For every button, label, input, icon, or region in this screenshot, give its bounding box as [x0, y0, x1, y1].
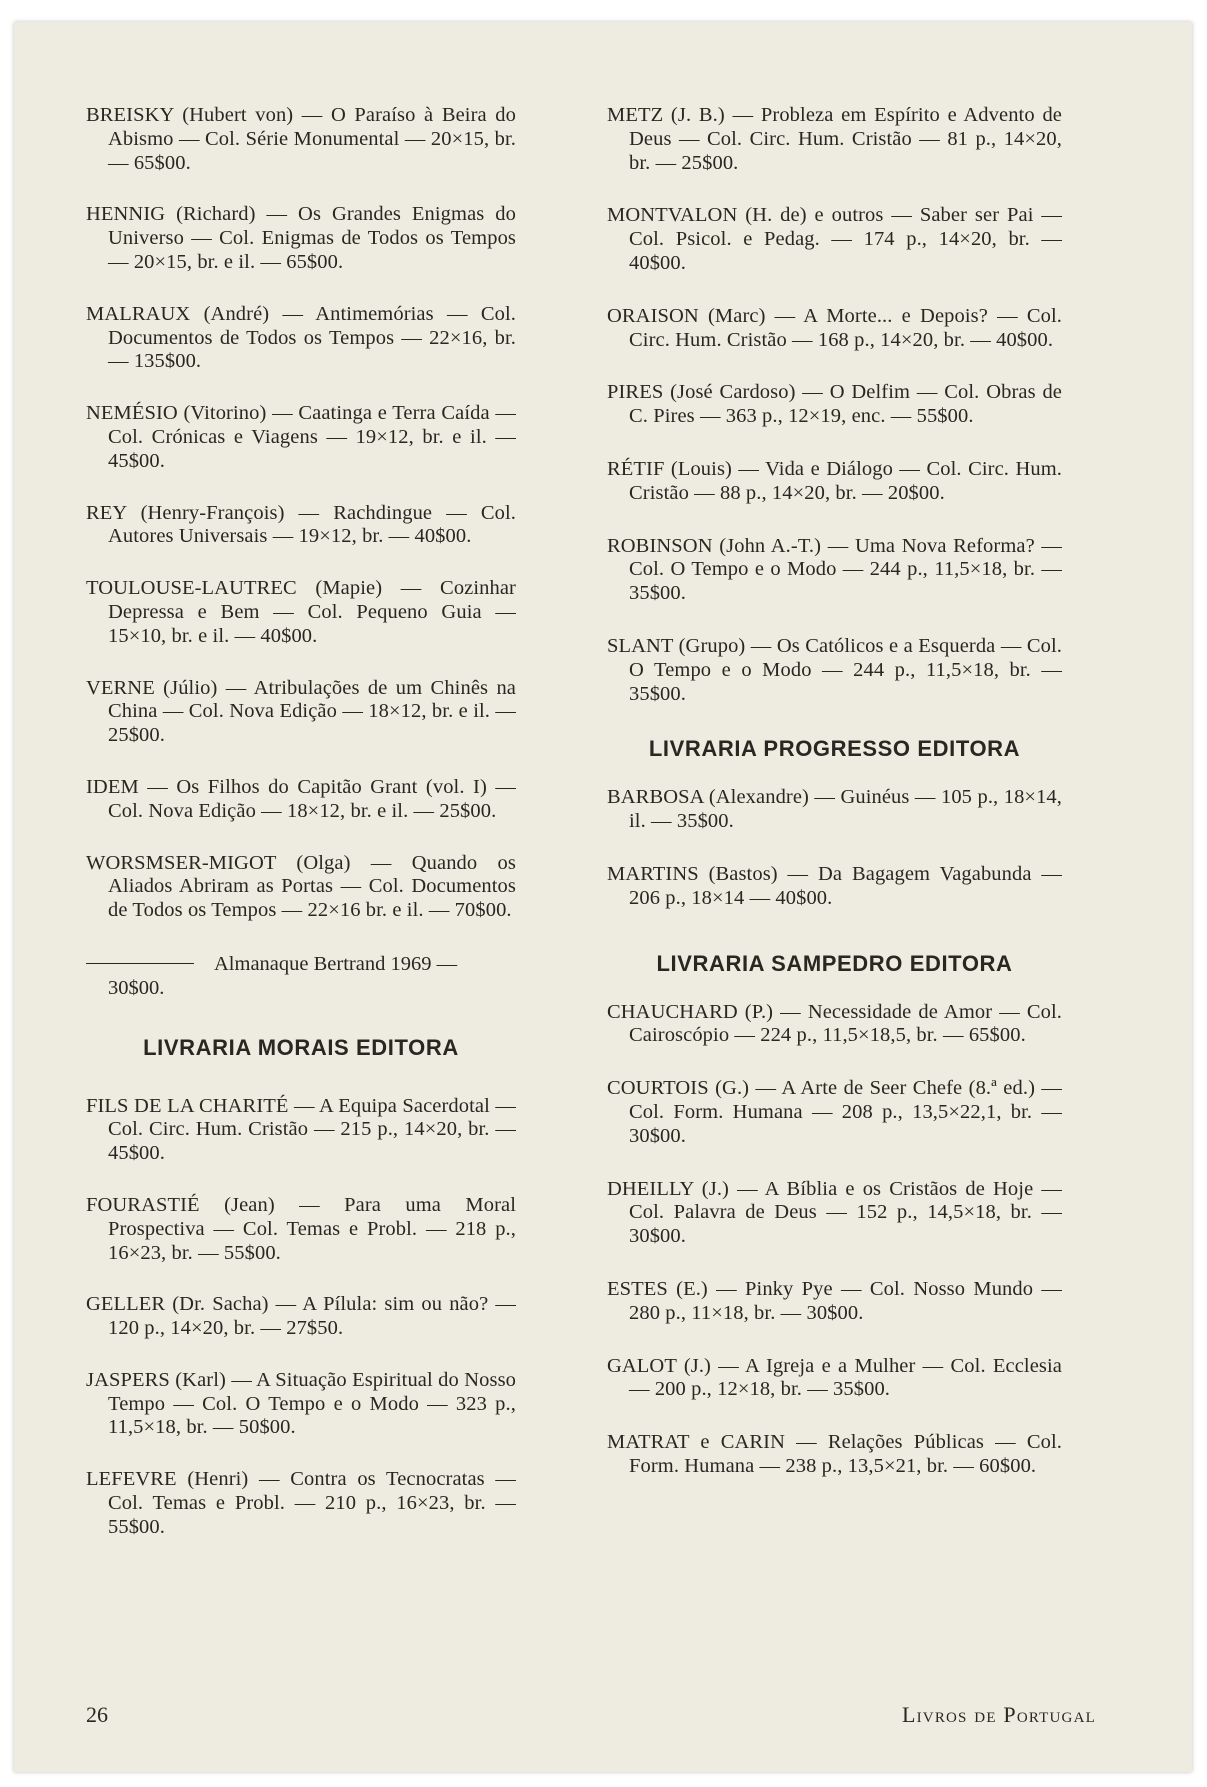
right-column: [607, 104, 1062, 1508]
catalog-entry: ESTES (E.) — Pinky Pye — Col. Nosso Mundo — 280 p., 11×18, br. — 30$00.: [607, 1277, 1062, 1324]
catalog-entry: MARTINS (Bastos) — Da Bagagem Vagabunda — 206 p., 18×14 — 40$00.: [607, 862, 1062, 909]
document-page: [14, 22, 1192, 1772]
catalog-entry: MALRAUX (André) — Antimemórias — Col. Documentos de Todos os Tempos — 22×16, br. — 135$00.: [86, 302, 516, 373]
almanaque-title: Almanaque Bertrand 1969 —: [214, 952, 458, 975]
catalog-entry: HENNIG (Richard) — Os Grandes Enigmas do Universo — Col. Enigmas de Todos os Tempos — 20×15, br. e il. — 65$00.: [86, 203, 516, 273]
section-heading-morais: LIVRARIA MORAIS EDITORA: [143, 1034, 459, 1060]
catalog-entry: GELLER (Dr. Sacha) — A Pílula: sim ou não? — 120 p., 14×20, br. — 27$50.: [86, 1293, 516, 1340]
catalog-entry: MONTVALON (H. de) e outros — Saber ser Pai — Col. Psicol. e Pedag. — 174 p., 14×20, br. — 40$00.: [607, 204, 1062, 274]
catalog-entry: GALOT (J.) — A Igreja e a Mulher — Col. Ecclesia — 200 p., 12×18, br. — 35$00.: [607, 1354, 1062, 1401]
catalog-entry: DHEILLY (J.) — A Bíblia e os Cristãos de Hoje — Col. Palavra de Deus — 152 p., 14,5×18, br. — 30$00.: [607, 1177, 1062, 1248]
catalog-entry: MATRAT e CARIN — Relações Públicas — Col. Form. Humana — 238 p., 13,5×21, br. — 60$00.: [607, 1431, 1062, 1477]
ditto-rule: [86, 963, 194, 964]
page-number: 26: [86, 1702, 108, 1727]
left-entries-before: [86, 104, 516, 923]
catalog-entry: ORAISON (Marc) — A Morte... e Depois? — Col. Circ. Hum. Cristão — 168 p., 14×20, br. — 40$00.: [607, 304, 1062, 351]
catalog-entry: FOURASTIÉ (Jean) — Para uma Moral Prospectiva — Col. Temas e Probl. — 218 p., 16×23, br. — 55$00.: [86, 1193, 516, 1264]
publication-name: Livros de Portugal: [901, 1702, 1096, 1727]
catalog-entry: TOULOUSE-LAUTREC (Mapie) — Cozinhar Depressa e Bem — Col. Pequeno Guia — 15×10, br. e il. — 40$00.: [86, 577, 516, 647]
catalog-entry: ROBINSON (John A.-T.) — Uma Nova Reforma? — Col. O Tempo e o Modo — 244 p., 11,5×18, br. — 35$00.: [607, 534, 1062, 605]
catalog-entry: BREISKY (Hubert von) — O Paraíso à Beira do Abismo — Col. Série Monumental — 20×15, br. — 65$00.: [86, 104, 516, 174]
almanaque-entry: [86, 953, 516, 1001]
catalog-entry: PIRES (José Cardoso) — O Delfim — Col. Obras de C. Pires — 363 p., 12×19, enc. — 55$00.: [607, 381, 1062, 428]
catalog-entry: LEFEVRE (Henri) — Contra os Tecnocratas — Col. Temas e Probl. — 210 p., 16×23, br. — 55$00.: [86, 1468, 516, 1538]
left-column: [86, 104, 516, 1568]
catalog-entry: REY (Henry-François) — Rachdingue — Col. Autores Universais — 19×12, br. — 40$00.: [86, 501, 516, 548]
catalog-entry: VERNE (Júlio) — Atribulações de um Chinês na China — Col. Nova Edição — 18×12, br. e il. — 25$00.: [86, 676, 516, 747]
catalog-entry: FILS DE LA CHARITÉ — A Equipa Sacerdotal — Col. Circ. Hum. Cristão — 215 p., 14×20, br. — 45$00.: [86, 1094, 516, 1165]
almanaque-price: 30$00.: [108, 976, 165, 999]
catalog-entry: IDEM — Os Filhos do Capitão Grant (vol. I) — Col. Nova Edição — 18×12, br. e il. — 25$00.: [86, 775, 516, 822]
right-entries-middle: [607, 786, 1062, 910]
catalog-entry: WORSMSER-MIGOT (Olga) — Quando os Aliados Abriram as Portas — Col. Documentos de Todos os Tempos — 22×16 br. e il. — 70$00.: [86, 851, 516, 922]
catalog-entry: SLANT (Grupo) — Os Católicos e a Esquerda — Col. O Tempo e o Modo — 244 p., 11,5×18, br. — 35$00.: [607, 634, 1062, 705]
right-entries-after: [607, 1001, 1062, 1479]
catalog-entry: COURTOIS (G.) — A Arte de Seer Chefe (8.ª ed.) — Col. Form. Humana — 208 p., 13,5×22,1, br. — 30$00.: [607, 1077, 1062, 1147]
catalog-entry: CHAUCHARD (P.) — Necessidade de Amor — Col. Cairoscópio — 224 p., 11,5×18,5, br. — 65$00.: [607, 1000, 1062, 1047]
section-heading-sampedro: LIVRARIA SAMPEDRO EDITORA: [656, 950, 1013, 976]
catalog-entry: JASPERS (Karl) — A Situação Espiritual do Nosso Tempo — Col. O Tempo e o Modo — 323 p., 11,5×18, br. — 50$00.: [86, 1368, 516, 1439]
left-entries-after: [86, 1095, 516, 1540]
catalog-entry: METZ (J. B.) — Probleza em Espírito e Advento de Deus — Col. Circ. Hum. Cristão — 81 p., 14×20, br. — 25$00.: [607, 104, 1062, 174]
catalog-entry: NEMÉSIO (Vitorino) — Caatinga e Terra Caída — Col. Crónicas e Viagens — 19×12, br. e il. — 45$00.: [86, 402, 516, 472]
section-heading-progresso: LIVRARIA PROGRESSO EDITORA: [648, 736, 1021, 762]
catalog-entry: RÉTIF (Louis) — Vida e Diálogo — Col. Circ. Hum. Cristão — 88 p., 14×20, br. — 20$00.: [607, 457, 1062, 504]
catalog-entry: BARBOSA (Alexandre) — Guinéus — 105 p., 18×14, il. — 35$00.: [607, 786, 1062, 833]
right-entries-before: [607, 104, 1062, 706]
